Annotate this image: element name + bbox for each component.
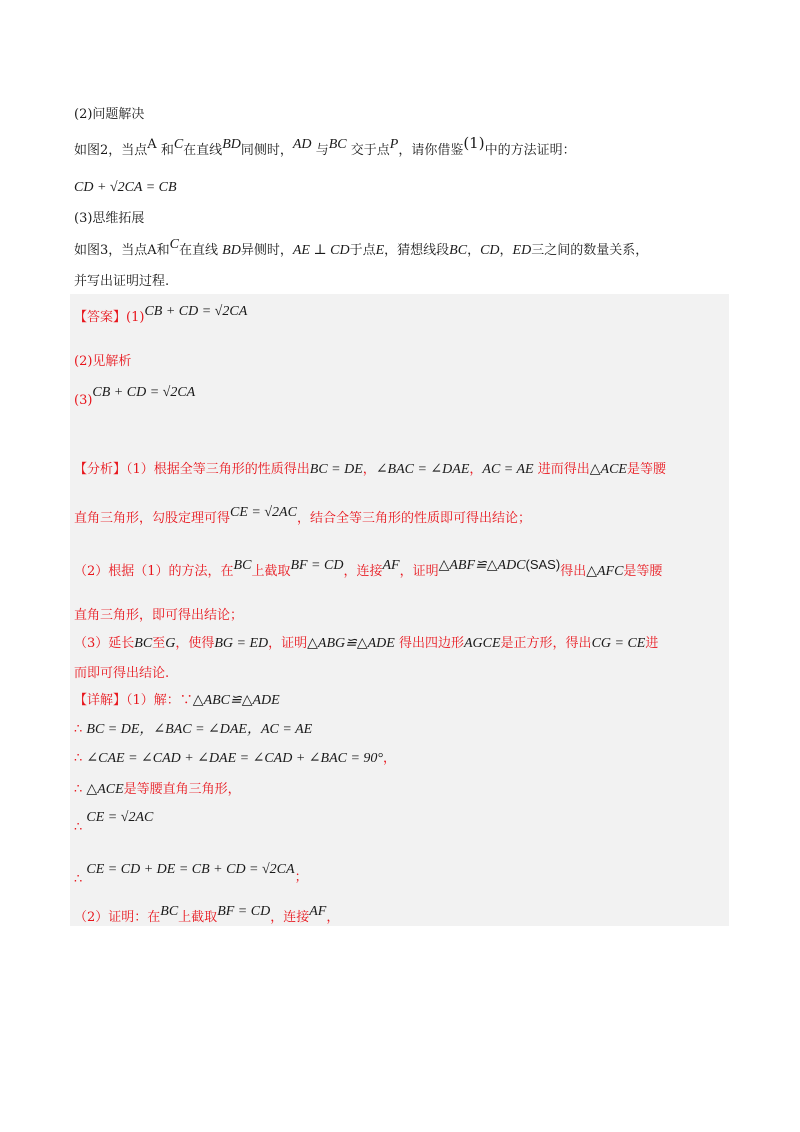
text: ，请你借鉴 <box>398 143 464 158</box>
text: 和 <box>160 143 174 158</box>
answer-label: 【答案】 <box>74 310 127 325</box>
a3-formula: CB + CD = √2CA <box>92 385 196 400</box>
point-g: G <box>165 636 176 651</box>
analysis-p1-line1 <box>74 458 666 478</box>
point-c: C <box>173 137 184 152</box>
triangle: △ACE <box>86 782 124 797</box>
point-a: A <box>147 137 157 152</box>
text: 进而得出 <box>537 462 590 477</box>
part3-heading: (3)思维拓展 <box>74 211 145 226</box>
therefore: ∴ <box>74 872 83 887</box>
analysis-p3-line1 <box>74 632 658 652</box>
a1-prefix: (1) <box>126 310 145 325</box>
seg-ed: ED <box>512 243 532 258</box>
seg-bc: BC <box>233 558 252 573</box>
text: 如图2，当点 <box>74 143 148 158</box>
text: 是等腰 <box>626 462 666 477</box>
ref-1: (1) <box>463 134 485 152</box>
therefore: ∴ <box>74 722 83 737</box>
eq: CE = √2AC <box>230 505 297 520</box>
perp-relation: AE ⊥ CD <box>292 243 350 258</box>
a3-prefix: (3) <box>74 393 93 408</box>
text: 是等腰 <box>623 564 663 579</box>
detail-line-4 <box>74 778 241 798</box>
eq: CG = CE <box>591 636 646 651</box>
seg-ad: AD <box>292 137 312 152</box>
therefore: ∴ <box>74 820 83 835</box>
sas: (SAS) <box>525 557 561 572</box>
text: 异侧时， <box>240 243 293 258</box>
answer-line-3 <box>74 385 196 408</box>
text: ， <box>362 462 376 477</box>
text: （2）根据（1）的方法，在 <box>74 564 234 579</box>
detail-label: 【详解】 <box>74 693 127 708</box>
text: 至 <box>152 636 166 651</box>
text: 中的方法证明： <box>484 143 576 158</box>
text: ，结合全等三角形的性质即可得出结论； <box>296 511 531 526</box>
eq: BF = CD <box>217 904 271 919</box>
eq: BG = ED <box>214 636 269 651</box>
text: 与 <box>315 143 329 158</box>
detail-line-3 <box>74 747 396 767</box>
seg-bc: BC <box>449 243 468 258</box>
text: 是等腰直角三角形， <box>123 782 241 797</box>
detail-line-1 <box>74 689 280 709</box>
congruence: △ABG≌△ADE <box>307 636 395 651</box>
part3-statement <box>74 239 648 259</box>
part2-statement <box>74 134 576 159</box>
text: ， <box>383 751 397 766</box>
text: 是正方形，得出 <box>500 636 592 651</box>
analysis-p1-line2 <box>74 507 531 527</box>
eq: BC = DE <box>309 462 363 477</box>
analysis-p2-line2: 直角三角形，即可得出结论； <box>74 608 244 623</box>
eq: CE = √2AC <box>86 810 154 825</box>
text: ，证明 <box>399 564 439 579</box>
detail-line-2 <box>74 718 312 738</box>
text: 交于点 <box>350 143 390 158</box>
part3-statement-cont: 并写出证明过程. <box>74 274 170 289</box>
part2-formula: CD + √2CA = CB <box>74 180 177 195</box>
text: 于点 <box>349 243 376 258</box>
triangle: △AFC <box>586 564 624 579</box>
eq: AC = AE <box>482 462 534 477</box>
text: ，连接 <box>270 910 310 925</box>
triangle: △ACE <box>589 462 627 477</box>
text: 在直线 <box>183 143 223 158</box>
line-bd: BD <box>222 137 241 152</box>
seg-cd: CD <box>480 243 500 258</box>
text: 得出四边形 <box>398 636 464 651</box>
text: ，使得 <box>175 636 215 651</box>
therefore: ∴ <box>74 782 83 797</box>
eqs: BC = DE，∠BAC = ∠DAE，AC = AE <box>86 722 313 737</box>
detail-line-5 <box>74 810 154 835</box>
point-e: E <box>375 243 385 258</box>
quad: AGCE <box>463 636 501 651</box>
text: （1）根据全等三角形的性质得出 <box>126 462 310 477</box>
eq: BF = CD <box>290 558 344 573</box>
analysis-p3-line2: 而即可得出结论. <box>74 666 170 681</box>
text: ； <box>294 870 308 885</box>
text: 得出 <box>560 564 587 579</box>
text: ，连接 <box>343 564 383 579</box>
detail-line-7 <box>74 906 339 926</box>
text: （2）证明：在 <box>74 910 161 925</box>
point-c: C <box>169 237 180 252</box>
text: ， <box>467 243 481 258</box>
text: ，猜想线段 <box>384 243 450 258</box>
seg-af: AF <box>309 904 327 919</box>
text: ， <box>326 910 340 925</box>
analysis-label: 【分析】 <box>74 462 127 477</box>
text: ， <box>499 243 513 258</box>
congruence: △ABC≌△ADE <box>192 693 280 708</box>
a1-formula: CB + CD = √2CA <box>144 304 248 319</box>
text: 在直线 <box>179 243 219 258</box>
detail-line-6 <box>74 858 308 887</box>
eq: ∠CAE = ∠CAD + ∠DAE = ∠CAD + ∠BAC = 90° <box>86 751 384 766</box>
part2-heading: (2)问题解决 <box>74 107 145 122</box>
text: 三之间的数量关系， <box>531 243 649 258</box>
text: （1）解：∵ <box>126 693 193 708</box>
text: 上截取 <box>178 910 218 925</box>
seg-bc: BC <box>160 904 179 919</box>
point-p: P <box>389 137 399 152</box>
analysis-p2-line1 <box>74 557 663 580</box>
text: 同侧时， <box>240 143 293 158</box>
text: ，证明 <box>268 636 308 651</box>
seg-bc: BC <box>134 636 153 651</box>
text: 如图3，当点A和 <box>74 243 170 258</box>
seg-bc: BC <box>328 137 347 152</box>
text: 进 <box>645 636 659 651</box>
therefore: ∴ <box>74 751 83 766</box>
text: 直角三角形，勾股定理可得 <box>74 511 231 526</box>
congruence: △ABF≌△ADC <box>438 558 526 573</box>
text: 上截取 <box>251 564 291 579</box>
seg-af: AF <box>382 558 400 573</box>
answer-line-1 <box>74 306 247 326</box>
line-bd: BD <box>222 243 241 258</box>
text: ， <box>469 462 483 477</box>
eq: ∠BAC = ∠DAE <box>375 462 470 477</box>
eq: CE = CD + DE = CB + CD = √2CA <box>86 862 295 877</box>
answer-line-2: (2)见解析 <box>74 354 132 369</box>
text: （3）延长 <box>74 636 135 651</box>
